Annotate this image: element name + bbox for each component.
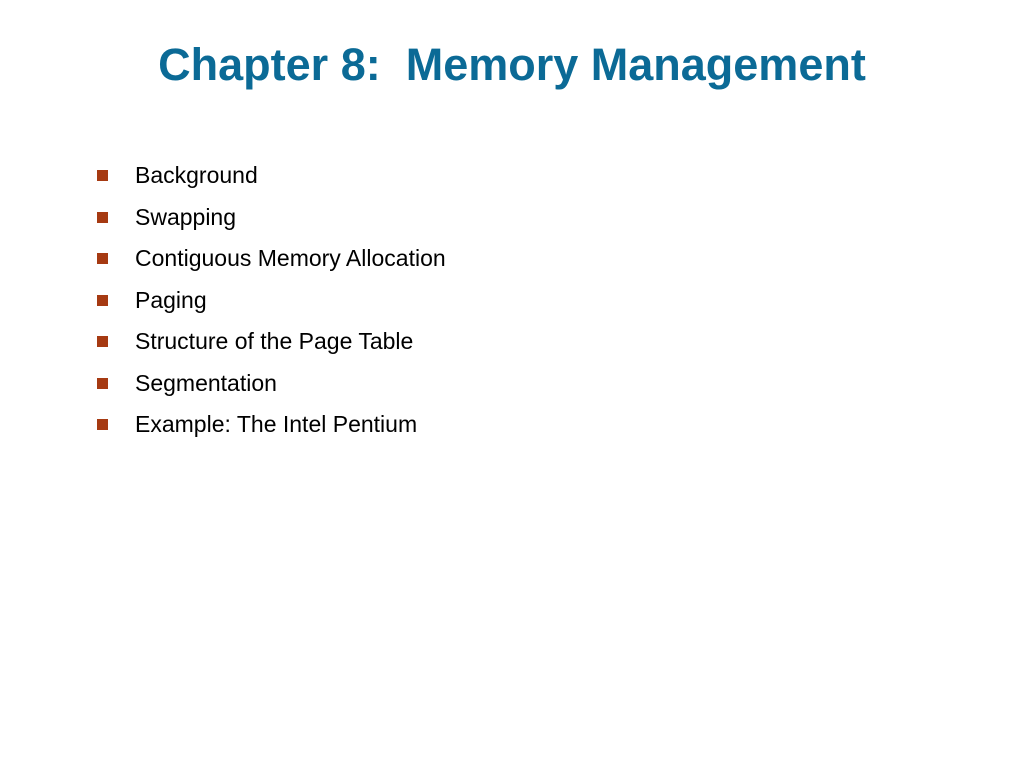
slide-title: Chapter 8: Memory Management xyxy=(158,39,866,90)
square-bullet-icon xyxy=(97,212,108,223)
list-item xyxy=(97,280,446,322)
list-item xyxy=(97,155,446,197)
list-item xyxy=(97,363,446,405)
bullet-text: Swapping xyxy=(135,203,237,230)
square-bullet-icon xyxy=(97,419,108,430)
list-item xyxy=(97,238,446,280)
list-item xyxy=(97,197,446,239)
square-bullet-icon xyxy=(97,170,108,181)
list-item xyxy=(97,321,446,363)
bullet-text: Example: The Intel Pentium xyxy=(135,411,418,438)
square-bullet-icon xyxy=(97,336,108,347)
bullet-text: Background xyxy=(135,162,258,189)
square-bullet-icon xyxy=(97,253,108,264)
list-item xyxy=(97,404,446,446)
square-bullet-icon xyxy=(97,295,108,306)
bullet-text: Contiguous Memory Allocation xyxy=(135,245,446,272)
bullet-text: Paging xyxy=(135,286,207,313)
square-bullet-icon xyxy=(97,378,108,389)
bullet-list xyxy=(97,155,446,446)
bullet-text: Segmentation xyxy=(135,369,277,396)
bullet-text: Structure of the Page Table xyxy=(135,328,414,355)
